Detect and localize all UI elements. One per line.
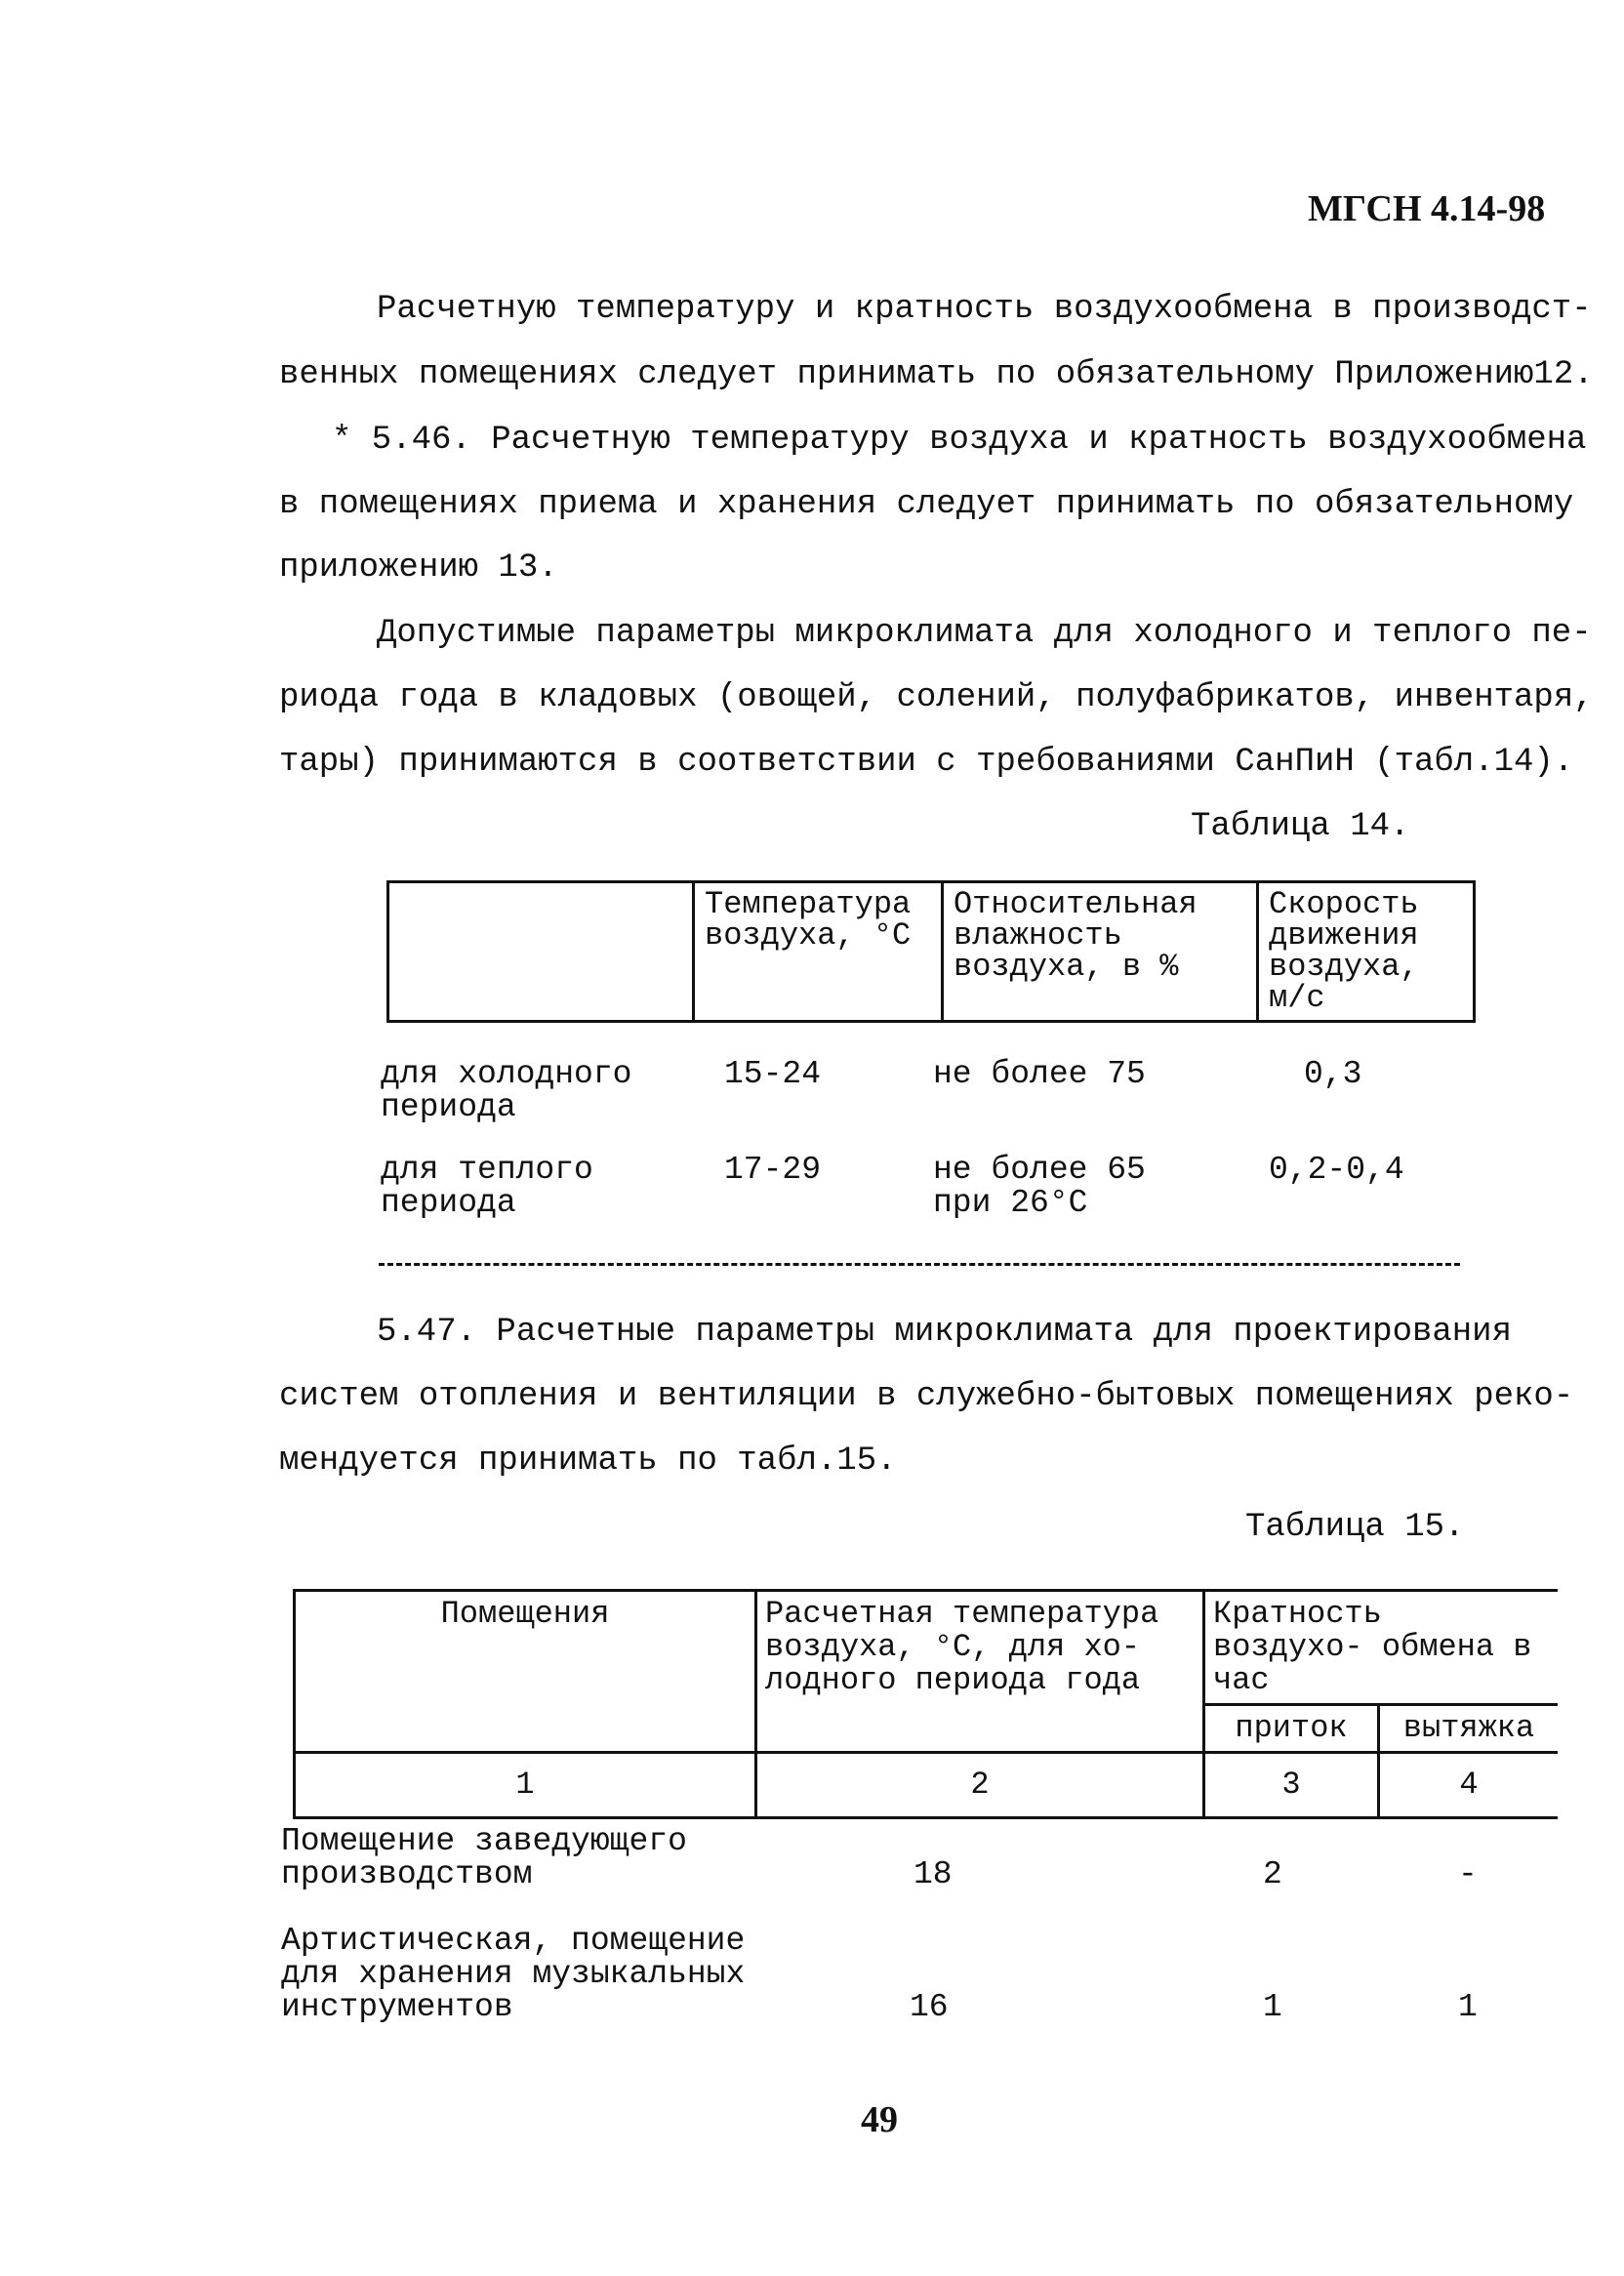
table15-row2-inflow: 1 — [1263, 1989, 1282, 2025]
table15-header-rooms: Помещения — [295, 1591, 756, 1753]
table15-num-3: 3 — [1204, 1753, 1379, 1818]
table15-num-1: 1 — [295, 1753, 756, 1818]
table15-header-temp: Расчетная температура воздуха, °С, для хо- лодного периода года — [756, 1591, 1204, 1753]
table14-bottom-rule — [379, 1263, 1460, 1266]
table14-row1-temp: 15-24 — [724, 1056, 822, 1092]
table14-row1-speed: 0,3 — [1304, 1056, 1362, 1092]
table15-row2-exhaust: 1 — [1458, 1989, 1478, 2025]
table15-header-exhaust: вытяжка — [1379, 1705, 1559, 1753]
table14-header-empty — [388, 882, 694, 1022]
table15-row1-inflow: 2 — [1263, 1856, 1282, 1892]
table15-header-inflow: приток — [1204, 1705, 1379, 1753]
table14-row1-humidity: не более 75 — [933, 1056, 1146, 1092]
para1-line2: венных помещениях следует принимать по обязательному Приложению12. — [279, 356, 1594, 393]
para3-line2: риода года в кладовых (овощей, солений, полуфабрикатов, инвентаря, — [279, 679, 1594, 716]
table14-row2-speed: 0,2-0,4 — [1269, 1152, 1404, 1188]
table15-num-2: 2 — [756, 1753, 1204, 1818]
table14-header-temp: Температура воздуха, °С — [694, 882, 943, 1022]
table14-header-humidity: Относительная влажность воздуха, в % — [943, 882, 1258, 1022]
page-number: 49 — [861, 2099, 898, 2140]
table15-row2-label: Артистическая, помещение для хранения музыкальных инструментов — [281, 1923, 746, 2025]
para3-line3: тары) принимаются в соответствии с требованиями СанПиН (табл.14). — [279, 744, 1574, 781]
table14-row2-temp: 17-29 — [724, 1152, 822, 1188]
table15-row2-temp: 16 — [910, 1989, 949, 2025]
table15-header — [293, 1589, 1558, 1819]
table15-row1-temp: 18 — [914, 1856, 953, 1892]
table14-caption: Таблица 14. — [1191, 808, 1410, 845]
para2-line1: * 5.46. Расчетную температуру воздуха и кратность воздухообмена — [332, 422, 1587, 459]
table14-row1-label: для холодного периода — [381, 1056, 632, 1125]
para4-line3: мендуется принимать по табл.15. — [279, 1443, 897, 1480]
table15-row1-label: Помещение заведующего производством — [281, 1823, 687, 1892]
para4-line2: систем отопления и вентиляции в служебно-бытовых помещениях реко- — [279, 1378, 1574, 1415]
table15-num-4: 4 — [1379, 1753, 1559, 1818]
para1-line1: Расчетную температуру и кратность воздухообмена в производст- — [377, 291, 1592, 328]
table15-header-airexchange: Кратность воздухо- обмена в час — [1204, 1591, 1559, 1705]
para2-line3: приложению 13. — [279, 549, 558, 587]
table14-row2-label: для теплого периода — [381, 1152, 593, 1221]
para2-line2: в помещениях приема и хранения следует принимать по обязательному — [279, 486, 1574, 523]
table14-header — [386, 880, 1476, 1023]
para3-line1: Допустимые параметры микроклимата для холодного и теплого пе- — [377, 615, 1592, 652]
table15-caption: Таблица 15. — [1245, 1509, 1465, 1546]
para4-line1: 5.47. Расчетные параметры микроклимата для проектирования — [377, 1314, 1512, 1351]
table15-row1-exhaust: - — [1458, 1856, 1478, 1892]
page-header: МГСН 4.14-98 — [1308, 188, 1546, 229]
table14-row2-humidity: не более 65 при 26°С — [933, 1152, 1146, 1221]
table14-header-speed: Скорость движения воздуха, м/с — [1258, 882, 1475, 1022]
